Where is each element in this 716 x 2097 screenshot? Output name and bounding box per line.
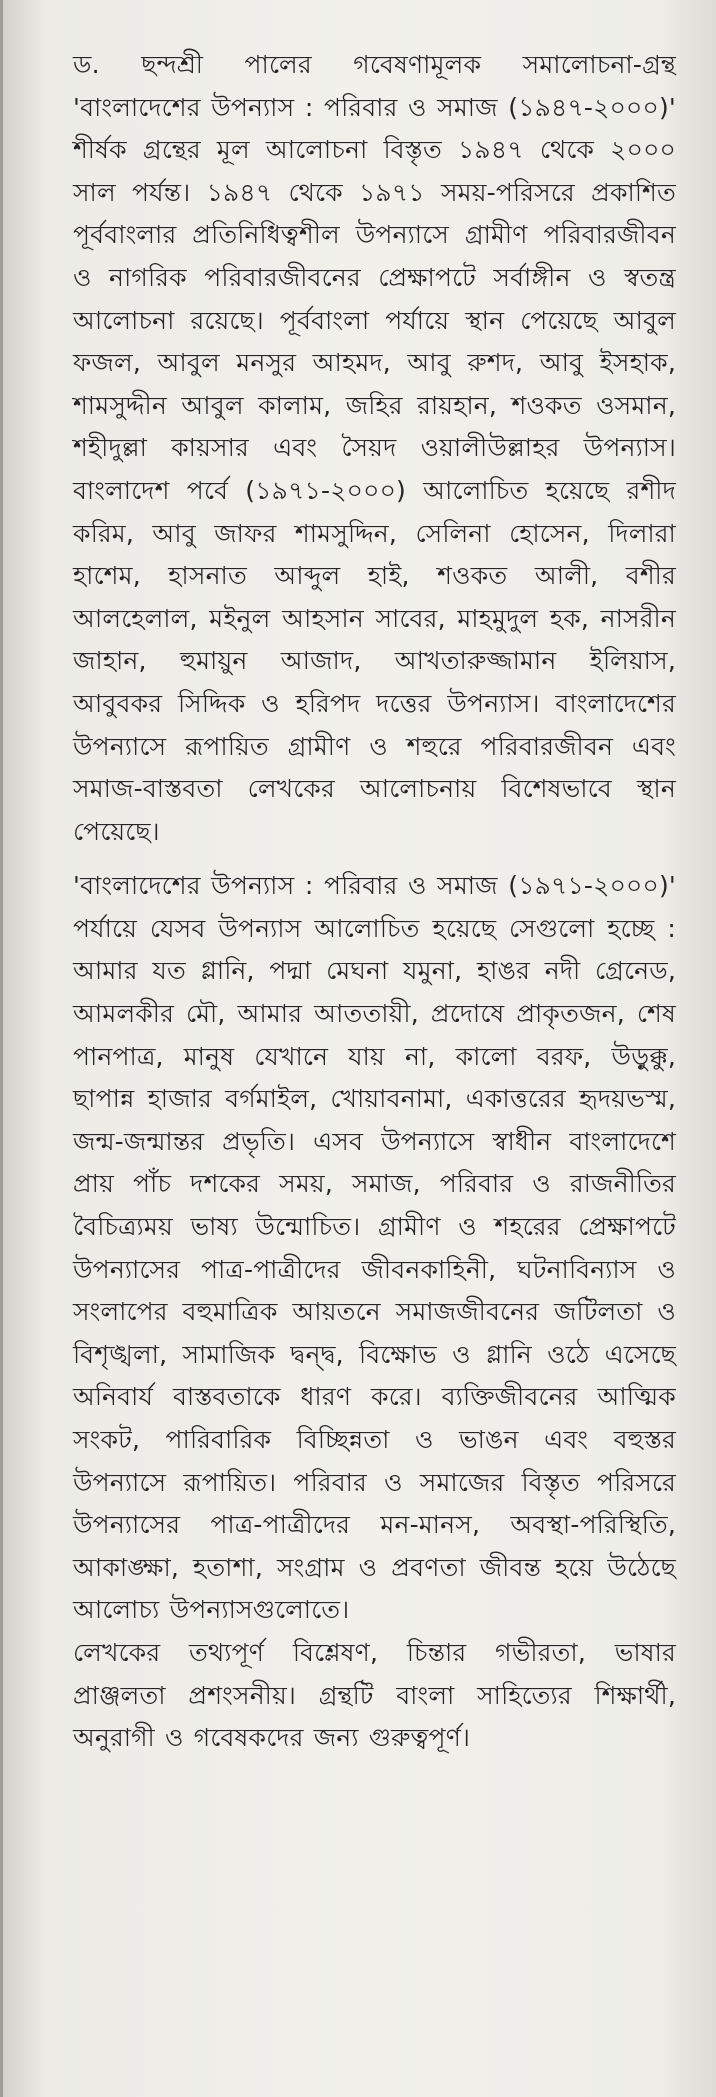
paragraph-conclusion: লেখকের তথ্যপূর্ণ বিশ্লেষণ, চিন্তার গভীরতা, ভাষার প্রাঞ্জলতা প্রশংসনীয়। গ্রন্থটি বাংলা সাহিত্যের শিক্ষার্থী, অনুরাগী ও গবেষকদের জন্য গুরুত্বপূর্ণ। [73,1637,676,1753]
paragraph-novels: 'বাংলাদেশের উপন্যাস : পরিবার ও সমাজ (১৯৭১-২০০০)' পর্যায়ে যেসব উপন্যাস আলোচিত হয়েছে সেগুলো হচ্ছে : আমার যত গ্লানি, পদ্মা মেঘনা যমুনা, হাঙর নদী গ্রেনেড, আমলকীর মৌ, আমার আততায়ী, প্রদোষে প্রাকৃতজন, শেষ পানপাত্র, মানুষ যেখানে যায় না, কালো বরফ, উড়ুক্কু, ছাপান্ন হাজার বর্গমাইল, খোয়াবনামা, একাত্তরের হৃদয়ভস্ম, জন্ম-জন্মান্তর প্রভৃতি। এসব উপন্যাসে স্বাধীন বাংলাদেশে প্রায় পাঁচ দশকের সময়, সমাজ, পরিবার ও রাজনীতির বৈচিত্র্যময় ভাষ্য উন্মোচিত। গ্রামীণ ও শহরের প্রেক্ষাপটে উপন্যাসের পাত্র-পাত্রীদের জীবনকাহিনী, ঘটনাবিন্যাস ও সংলাপের বহুমাত্রিক আয়তনে সমাজজীবনের জটিলতা ও বিশৃঙ্খলা, সামাজিক দ্বন্দ্ব, বিক্ষোভ ও গ্লানি ওঠে এসেছে অনিবার্য বাস্তবতাকে ধারণ করে। ব্যক্তিজীবনের আত্মিক সংকট, পারিবারিক বিচ্ছিন্নতা ও ভাঙন এবং বহুস্তর উপন্যাসে রূপায়িত। পরিবার ও সমাজের বিস্তৃত পরিসরে উপন্যাসের পাত্র-পাত্রীদের মন-মানস, অবস্থা-পরিস্থিতি, আকাঙ্ক্ষা, হতাশা, সংগ্রাম ও প্রবণতা জীবন্ত হয়ে উঠেছে আলোচ্য উপন্যাসগুলোতে। [73,871,676,1625]
paragraph-spacer [73,853,676,865]
paragraph-intro: ড. ছন্দশ্রী পালের গবেষণামূলক সমালোচনা-গ্রন্থ 'বাংলাদেশের উপন্যাস : পরিবার ও সমাজ (১৯৪৭-২০০০)' শীর্ষক গ্রন্থের মূল আলোচনা বিস্তৃত ১৯৪৭ থেকে ২০০০ সাল পর্যন্ত। ১৯৪৭ থেকে ১৯৭১ সময়-পরিসরে প্রকাশিত পূর্ববাংলার প্রতিনিধিত্বশীল উপন্যাসে গ্রামীণ পরিবারজীবন ও নাগরিক পরিবারজীবনের প্রেক্ষাপটে সর্বাঙ্গীন ও স্বতন্ত্র আলোচনা রয়েছে। পূর্ববাংলা পর্যায়ে স্থান পেয়েছে আবুল ফজল, আবুল মনসুর আহমদ, আবু রুশদ, আবু ইসহাক, শামসুদ্দীন আবুল কালাম, জহির রায়হান, শওকত ওসমান, শহীদুল্লা কায়সার এবং সৈয়দ ওয়ালীউল্লাহর উপন্যাস। বাংলাদেশ পর্বে (১৯৭১-২০০০) আলোচিত হয়েছে রশীদ করিম, আবু জাফর শামসুদ্দিন, সেলিনা হোসেন, দিলারা হাশেম, হাসনাত আব্দুল হাই, শওকত আলী, বশীর আলহেলাল, মইনুল আহসান সাবের, মাহমুদুল হক, নাসরীন জাহান, হুমায়ুন আজাদ, আখতারুজ্জামান ইলিয়াস, আবুবকর সিদ্দিক ও হরিপদ দত্তের উপন্যাস। বাংলাদেশের উপন্যাসে রূপায়িত গ্রামীণ ও শহুরে পরিবারজীবন এবং সমাজ-বাস্তবতা লেখকের আলোচনায় বিশেষভাবে স্থান পেয়েছে। [73,50,676,846]
